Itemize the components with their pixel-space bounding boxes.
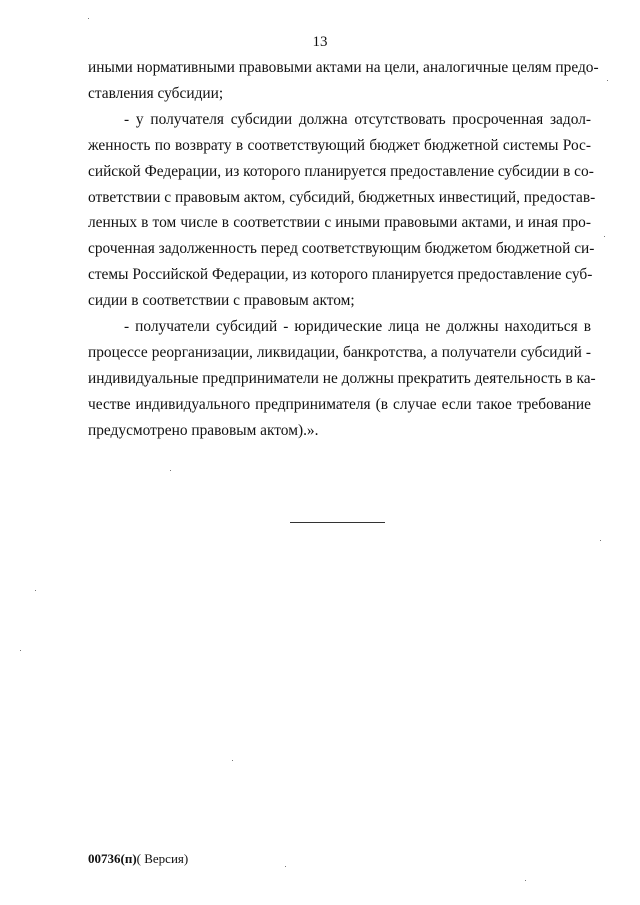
text-line: женность по возврату в соответствующий бюджет бюджетной системы Рос- bbox=[88, 136, 591, 154]
scan-speck bbox=[525, 880, 526, 881]
paragraph-2 bbox=[88, 107, 596, 314]
page-number: 13 bbox=[312, 34, 328, 50]
text-line: сидии в соответствии с правовым актом; bbox=[88, 292, 355, 310]
scan-speck bbox=[232, 760, 233, 761]
text-line: иными нормативными правовыми актами на цели, аналогичные целям предо- bbox=[88, 59, 599, 76]
text-line: процессе реорганизации, ликвидации, банкротства, а получатели субсидий - bbox=[88, 343, 591, 361]
text-line: сроченная задолженность перед соответствующим бюджетом бюджетной си- bbox=[88, 240, 595, 258]
scan-speck bbox=[170, 470, 171, 471]
document-footer bbox=[88, 851, 188, 867]
scan-speck bbox=[88, 18, 89, 19]
scan-speck bbox=[285, 866, 286, 867]
document-version: ( Версия) bbox=[136, 851, 189, 866]
text-line: ставления субсидии; bbox=[88, 84, 224, 102]
scan-speck bbox=[20, 650, 21, 651]
text-line: - у получателя субсидии должна отсутствовать просроченная задол- bbox=[124, 110, 591, 128]
text-line: предусмотрено правовым актом).». bbox=[88, 421, 319, 439]
scan-speck bbox=[35, 590, 36, 591]
text-line: ответствии с правовым актом, субсидий, бюджетных инвестиций, предостав- bbox=[88, 188, 596, 206]
scan-speck bbox=[604, 236, 605, 237]
document-body bbox=[88, 55, 599, 444]
text-line: стемы Российской Федерации, из которого планируется предоставление суб- bbox=[88, 266, 593, 284]
scan-speck bbox=[600, 540, 601, 541]
paragraph-1 bbox=[88, 55, 599, 107]
paragraph-3 bbox=[88, 314, 596, 444]
text-line: ленных в том числе в соответствии с иными правовыми актами, и иная про- bbox=[88, 214, 591, 232]
text-line: - получатели субсидий - юридические лица не должны находиться в bbox=[124, 318, 591, 336]
document-code: 00736(п) bbox=[88, 851, 137, 866]
scan-speck bbox=[607, 80, 608, 81]
text-line: индивидуальные предприниматели не должны прекратить деятельность в ка- bbox=[88, 369, 596, 387]
text-line: сийской Федерации, из которого планируется предоставление субсидии в со- bbox=[88, 162, 594, 180]
text-line: честве индивидуального предпринимателя (в случае если такое требование bbox=[88, 395, 591, 413]
section-separator-line bbox=[290, 522, 385, 523]
